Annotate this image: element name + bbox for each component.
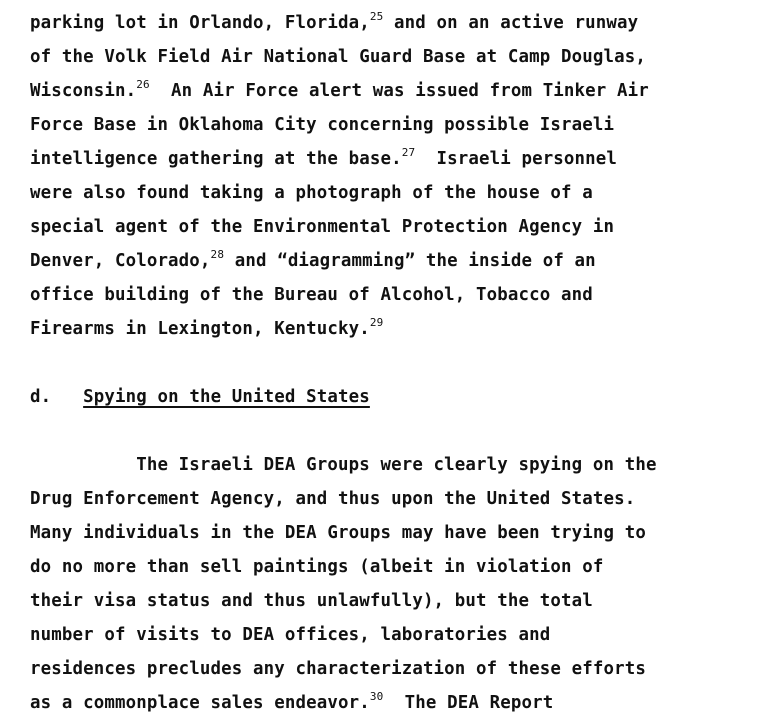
footnote-ref[interactable]: 25 [369,10,384,23]
footnote-ref[interactable]: 26 [136,78,150,91]
section-heading [30,386,370,408]
paragraph-line: Firearms in Lexington, Kentucky.$^{29}$ [30,316,384,339]
footnote-ref[interactable]: 27 [401,146,416,159]
paragraph-line: residences precludes any characterization of these efforts [30,659,646,679]
paragraph-line: parking lot in Orlando, Florida,$^{25}$ and on an active runway [30,10,639,33]
paragraph-line: number of visits to DEA offices, laboratories and [30,625,551,645]
paragraph-line: Force Base in Oklahoma City concerning possible Israeli [30,115,615,135]
paragraph-line: special agent of the Environmental Protection Agency in [30,217,615,237]
footnote-ref[interactable]: 28 [210,248,225,261]
paragraph-line: The Israeli DEA Groups were clearly spying on the [30,455,657,475]
paragraph-line: intelligence gathering at the base.$^{27}$ Israeli personnel [30,146,618,169]
paragraph-line: as a commonplace sales endeavor.$^{30}$ The DEA Report [30,690,554,713]
paragraph-line: Wisconsin.$^{26}$ An Air Force alert was issued from Tinker Air [30,78,649,101]
footnote-ref[interactable]: 29 [369,316,384,329]
footnote-ref[interactable]: 30 [369,690,384,703]
paragraph-line: of the Volk Field Air National Guard Base at Camp Douglas, [30,47,646,67]
paragraph-line: do no more than sell paintings (albeit in violation of [30,557,604,577]
section-title: Spying on the United States [83,387,370,407]
paragraph-line: were also found taking a photograph of the house of a [30,183,593,203]
paragraph-line: Many individuals in the DEA Groups may have been trying to [30,523,646,543]
section-number: d. [30,387,52,407]
paragraph-line: their visa status and thus unlawfully), but the total [30,591,593,611]
paragraph-line: Denver, Colorado,$^{28}$ and “diagramming” the inside of an [30,248,596,271]
paragraph-line: Drug Enforcement Agency, and thus upon the United States. [30,489,636,509]
paragraph-line: office building of the Bureau of Alcohol, Tobacco and [30,285,593,305]
